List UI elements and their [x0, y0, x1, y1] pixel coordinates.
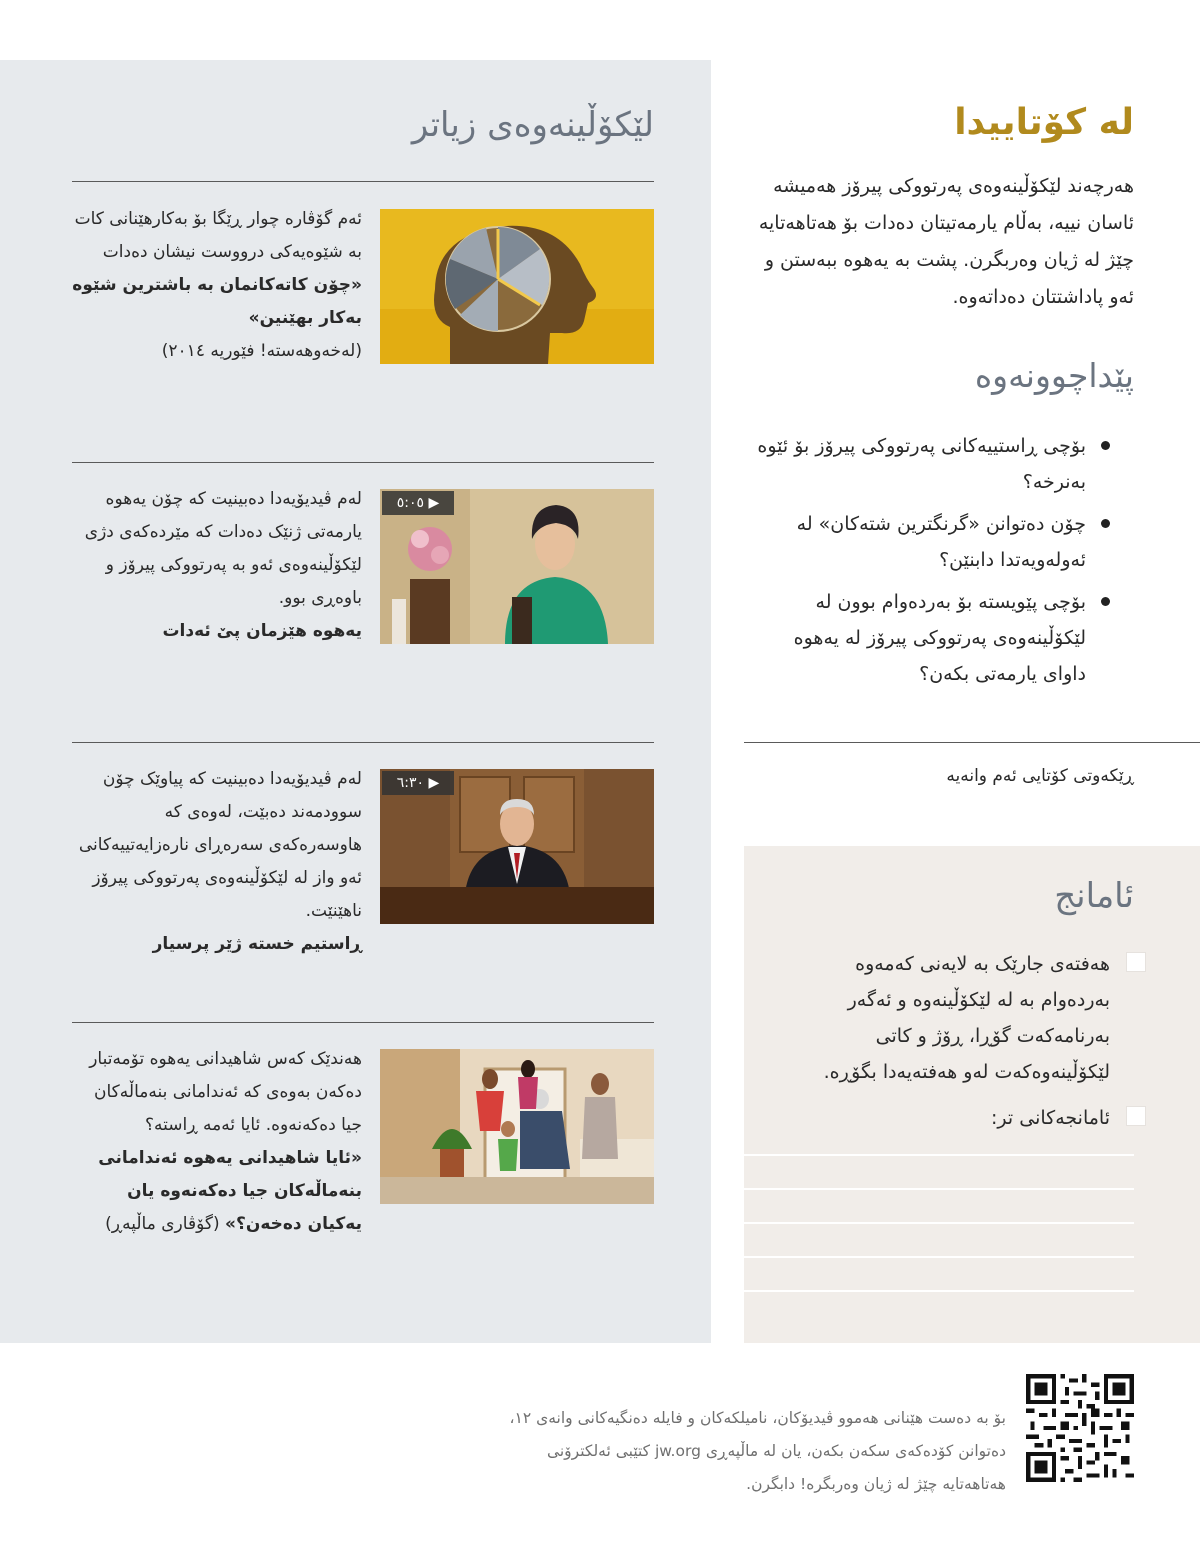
time-management-head-illustration[interactable] — [380, 209, 654, 364]
divider — [72, 1022, 654, 1023]
learn-more-title: لێکۆڵینەوەی زیاتر — [411, 105, 654, 145]
goal-item-text: ئامانجەکانی تر: — [991, 1107, 1110, 1129]
item-description: ئەم گۆڤارە چوار ڕێگا بۆ بەکارهێنانی کات بە شێوەیەکی درووست نیشان دەدات — [74, 209, 362, 262]
woman-green-jacket-photo[interactable] — [380, 489, 654, 644]
writing-line[interactable] — [744, 1222, 1134, 1224]
divider — [72, 742, 654, 743]
footer-text: بۆ بە دەست هێنانی هەموو ڤیدیۆکان، نامیلکەکان و فایلە دەنگیەکانی وانەی ١٢، دەتوانن کۆدەکەی سکەن بکەن، یان لە ماڵپەڕی jw.org کتێبی ئەلکترۆنی هەتاهەتایە چێژ لە ژیان وەربگرە! دابگرن. — [509, 1409, 1006, 1493]
divider — [744, 742, 1200, 743]
review-question: بۆچی ڕاستییەکانی پەرتووکی پیرۆز بۆ ئێوە بەنرخە؟ — [752, 428, 1114, 500]
learn-more-panel — [0, 60, 711, 1343]
video-duration-badge: ٥:٠٥ ▶ — [382, 491, 454, 515]
summary-text: هەرچەند لێکۆڵینەوەی پەرتووکی پیرۆز هەمیشە ئاسان نییە، بەڵام یارمەتیتان دەدات بۆ هەتاهەتایە چێژ لە ژیان وەربگرن. پشت بە یەهوە ببەستن و ئەو پاداشتتان دەداتەوە. — [758, 175, 1134, 308]
lesson-date-label: ڕێکەوتی کۆتایی ئەم وانەیە — [946, 766, 1134, 786]
summary-title: لە کۆتاییدا — [954, 102, 1134, 143]
item-link-title[interactable]: «چۆن کاتەکانمان بە باشترین شێوە بەکار بهێنین» — [72, 275, 362, 328]
writing-line[interactable] — [744, 1256, 1134, 1258]
writing-line[interactable] — [744, 1290, 1134, 1292]
item-link-title[interactable]: «ئایا شاهیدانی یەهوە ئەندامانی بنەماڵەکان جیا دەکەنەوە یان یەکیان دەخەن؟» — [98, 1148, 362, 1234]
review-title: پێداچوونەوە — [974, 356, 1134, 395]
writing-line[interactable] — [744, 1154, 1134, 1156]
item-link-title[interactable]: ڕاستیم خستە ژێر پرسیار — [152, 934, 362, 954]
review-question: بۆچی پێویستە بۆ بەردەوام بوون لە لێکۆڵینەوەی پەرتووکی پیرۆز لە یەهوە داوای یارمەتی بکەن؟ — [752, 584, 1114, 692]
goal-checkbox[interactable] — [1126, 1106, 1146, 1126]
review-questions — [752, 428, 1114, 698]
goal-title: ئامانج — [1054, 876, 1134, 916]
goal-panel — [744, 846, 1200, 1343]
divider — [72, 462, 654, 463]
qr-code-icon[interactable] — [1026, 1374, 1134, 1482]
video-duration-badge: ٦:٣٠ ▶ — [382, 771, 454, 795]
item-description: هەندێک کەس شاهیدانی یەهوە تۆمەتبار دەکەن بەوەی کە ئەندامانی بنەماڵەکان جیا دەکەنەوە. ئایا ئەمە ڕاستە؟ — [89, 1049, 362, 1135]
family-greeting-photo[interactable] — [380, 1049, 654, 1204]
item-source: (لەخەوهەستە!‌ فێوریە ٢٠١٤) — [161, 341, 362, 361]
goal-checkbox[interactable] — [1126, 952, 1146, 972]
item-description: لەم ڤیدیۆیەدا دەبینیت کە چۆن یەهوە یارمەتی ژنێک دەدات کە مێردەکەی دژی لێکۆڵینەوەی ئەو بە پەرتووکی پیرۆز و باوەڕی بوو. — [84, 489, 362, 608]
item-source: (گۆڤاری ماڵپەڕ) — [105, 1214, 220, 1234]
review-question: چۆن دەتوانن «گرنگترین شتەکان» لە ئەولەویەتدا دابنێن؟ — [752, 506, 1114, 578]
writing-line[interactable] — [744, 1188, 1134, 1190]
man-at-desk-photo[interactable] — [380, 769, 654, 924]
item-description: لەم ڤیدیۆیەدا دەبینیت کە پیاوێک چۆن سوودمەند دەبێت، لەوەی کە هاوسەرەکەی سەرەڕای نارەزایەتییەکانی ئەو واز لە لێکۆڵینەوەی پەرتووکی پیرۆز ناهێنێت. — [78, 769, 362, 921]
divider — [72, 181, 654, 182]
goal-item-text: هەفتەی جارێک بە لایەنی کەمەوە بەردەوام بە لە لێکۆڵینەوە و ئەگەر بەرنامەکەت گۆڕا، ڕۆژ و کاتی لێکۆڵینەوەکەت لەو هەفتەیەدا بگۆڕە. — [823, 953, 1110, 1083]
item-link-title[interactable]: یەهوە هێزمان پێ ئەدات — [162, 621, 362, 641]
